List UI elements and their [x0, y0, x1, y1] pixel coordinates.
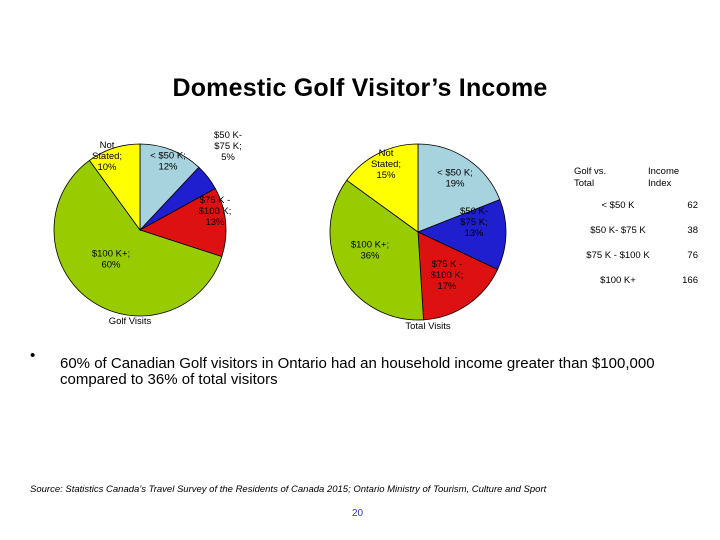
bullet-marker: • [30, 347, 36, 364]
table-row [562, 200, 712, 225]
bullet-text: 60% of Canadian Golf visitors in Ontario had an household income greater than $100,000 compared to 36% of total visitors [60, 355, 655, 388]
table-row [562, 275, 712, 300]
pie-slice-label: Not Stated; 10% [91, 140, 123, 173]
pie-slice-label: < $50 K; 12% [150, 150, 186, 173]
income-index-table [562, 160, 712, 300]
row-value: 76 [687, 250, 698, 261]
pie-slice-label: $50 K-$75 K; 5% [214, 130, 242, 163]
row-label: $50 K- $75 K [590, 225, 646, 236]
source-note: Source: Statistics Canada’s Travel Survey of the Residents of Canada 2015; Ontario Ministry of Tourism, Culture and Sport [30, 484, 547, 495]
row-value: 166 [682, 275, 698, 286]
pie-slice-label: Not Stated; 15% [370, 148, 402, 181]
row-value: 62 [687, 200, 698, 211]
pie-caption: Golf Visits [108, 316, 152, 327]
row-value: 38 [687, 225, 698, 236]
table-row [562, 250, 712, 275]
page-title: Domestic Golf Visitor’s Income [172, 74, 548, 102]
pie-slice-label: $100 K+; 60% [91, 248, 131, 271]
header-golf-vs-total: Golf vs. Total [574, 166, 607, 189]
pie-slice-label: $50 K-$75 K; 13% [460, 206, 488, 239]
pie-caption: Total Visits [405, 321, 451, 332]
pie-slice-label: $100 K+; 36% [350, 239, 390, 262]
row-label: $100 K+ [600, 275, 636, 286]
table-row [562, 225, 712, 250]
row-label: $75 K - $100 K [586, 250, 650, 261]
row-label: < $50 K [601, 200, 635, 211]
pie-slice-label: $75 K -$100 K; 17% [430, 259, 464, 292]
income-index-header [562, 160, 712, 200]
header-income-index: Income Index [648, 166, 680, 189]
pie-slice-label: < $50 K; 19% [437, 167, 473, 190]
page-number: 20 [352, 508, 364, 519]
pie-slice-label: $75 K -$100 K; 13% [198, 195, 232, 228]
